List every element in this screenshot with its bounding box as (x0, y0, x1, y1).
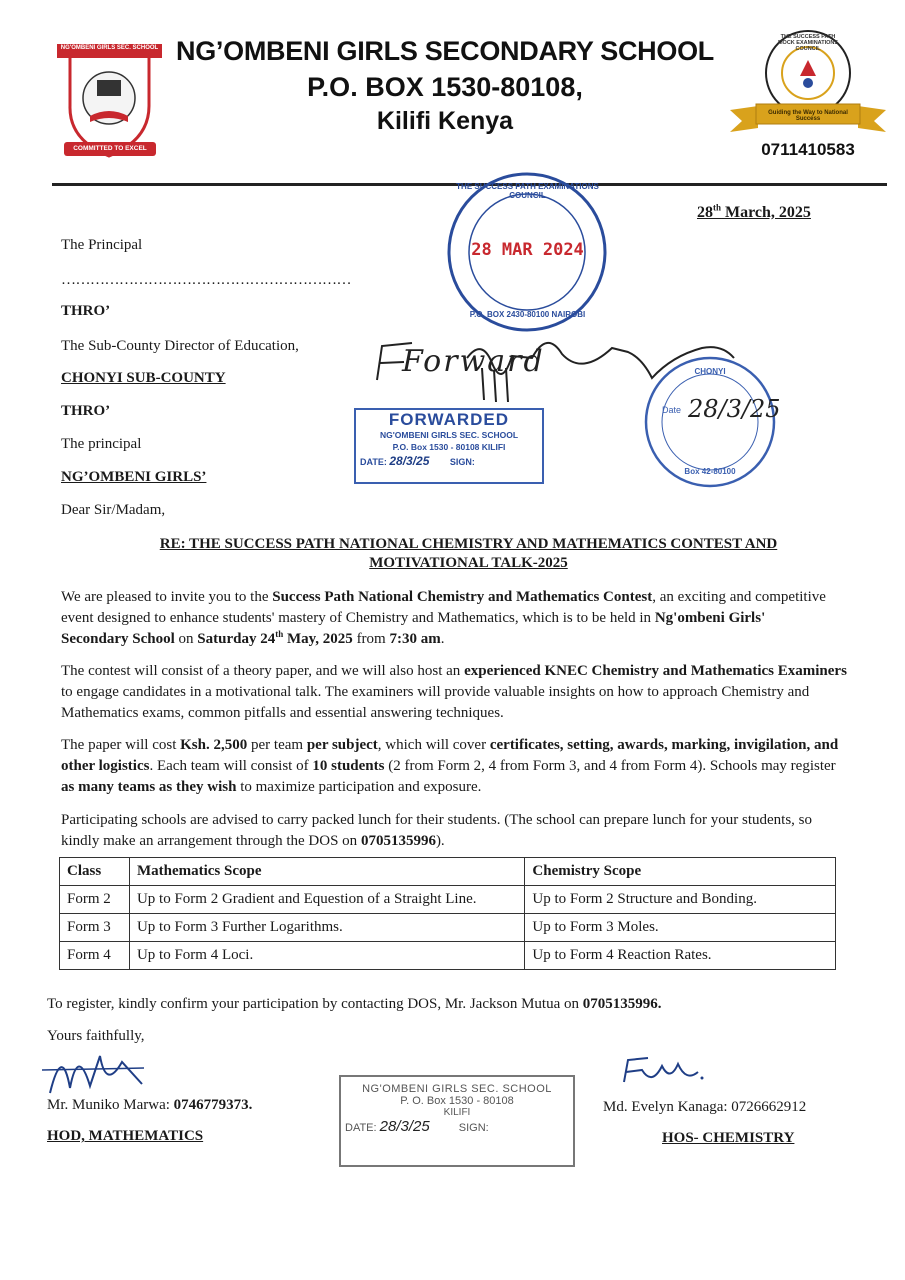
paragraph-contest (61, 661, 861, 724)
council-stamp (440, 170, 615, 340)
row-class: Form 3 (60, 914, 130, 942)
paragraph-register (47, 994, 867, 1015)
p3-team-size: 10 students (312, 758, 385, 774)
logo-motto: COMMITTED TO EXCEL (73, 145, 147, 152)
p1-date-day: Saturday 24 (197, 631, 276, 647)
council-logo-ribbon: Guiding the Way to National Success (768, 110, 848, 122)
bottom-stamp-date-label: DATE: (345, 1122, 377, 1134)
forwarded-school: NG'OMBENI GIRLS SEC. SCHOOL (379, 430, 519, 440)
school-stamp-bottom (339, 1075, 575, 1167)
register-phone: 0705135996. (582, 996, 662, 1012)
bottom-stamp-date-row (341, 1118, 573, 1135)
addr-principal-2: The principal (61, 436, 142, 452)
p1-date-rest: May, 2025 (283, 631, 353, 647)
header-math-scope: Mathematics Scope (129, 858, 524, 886)
forwarded-date-row (356, 454, 542, 468)
chonyi-stamp-date: 28/3/25 (688, 395, 781, 423)
p3-text: to maximize participation and exposure. (236, 779, 482, 795)
letter-date (697, 202, 811, 223)
bottom-stamp-date: 28/3/25 (379, 1118, 430, 1135)
paragraph-invitation (61, 587, 836, 650)
date-rest: March, 2025 (721, 204, 811, 221)
p3-per-subject: per subject (306, 737, 378, 753)
p2-text: The contest will consist of a theory paper, and we will also host an (61, 663, 465, 679)
council-stamp-date: 28 MAR 2024 (471, 240, 584, 260)
chonyi-stamp-date-label: Date (662, 405, 682, 415)
p2-text: to engage candidates in a motivational talk. The examiners will provide valuable insights on how to approach Chemistry and Mathematics exams, common pitfalls and essential answering techniques. (61, 684, 810, 721)
p3-covers: certificates, setting, awards, marking, invigilation, and other logistics (61, 737, 839, 774)
table-row (60, 886, 836, 914)
header-class: Class (60, 858, 130, 886)
p1-time: 7:30 am (389, 631, 441, 647)
row-class: Form 2 (60, 886, 130, 914)
thro-label: THRO’ (61, 303, 111, 319)
row-math: Up to Form 3 Further Logarithms. (129, 914, 524, 942)
bottom-stamp-sign-label: SIGN: (458, 1122, 489, 1134)
paragraph-lunch (61, 810, 841, 852)
bottom-stamp-box: P. O. Box 1530 - 80108 (400, 1095, 514, 1107)
p4-dos-phone: 0705135996 (360, 833, 436, 849)
p3-text: per team (247, 737, 307, 753)
p3-text: . Each team will consist of (149, 758, 313, 774)
re-heading (60, 535, 877, 573)
forward-handwriting: Forward (402, 344, 545, 379)
date-day: 28 (697, 204, 713, 221)
signature-left (40, 1038, 150, 1098)
row-class: Form 4 (60, 942, 130, 970)
p1-text: . (440, 631, 445, 647)
p3-many-teams: as many teams as they wish (61, 779, 237, 795)
p3-text: , which will cover (377, 737, 490, 753)
school-po-box: P.O. BOX 1530-80108, (307, 72, 583, 102)
p3-text: The paper will cost (61, 737, 181, 753)
p1-venue: Ng'ombeni Girls' Secondary School (61, 610, 766, 647)
addr-director: The Sub-County Director of Education, (61, 338, 299, 354)
p4-text: ). (435, 833, 445, 849)
row-math: Up to Form 2 Gradient and Equestion of a Straight Line. (129, 886, 524, 914)
council-logo (728, 28, 888, 138)
forwarded-date: 28/3/25 (389, 454, 430, 468)
p1-text: from (352, 631, 390, 647)
council-stamp-box: P.O. BOX 2430-80100 NAIROBI (469, 310, 586, 319)
p4-text: Participating schools are advised to carry packed lunch for their students. (The school can prepare lunch for your students, so kindly make an arrangement through the DOS on (61, 812, 813, 849)
header-chem-scope: Chemistry Scope (525, 858, 836, 886)
addr-chonyi: CHONYI SUB-COUNTY (61, 370, 226, 386)
p1-text: We are pleased to invite you to the (61, 589, 273, 605)
school-name: NG’OMBENI GIRLS SECONDARY SCHOOL (176, 36, 714, 66)
salutation: Dear Sir/Madam, (61, 502, 166, 518)
sig-left-phone: 0746779373. (173, 1097, 253, 1113)
row-chem: Up to Form 4 Reaction Rates. (525, 942, 836, 970)
re-heading-line-1: RE: THE SUCCESS PATH NATIONAL CHEMISTRY AND MATHEMATICS CONTEST AND (159, 536, 778, 552)
school-phone: 0711410583 (761, 140, 855, 159)
scope-table (59, 857, 836, 970)
bottom-stamp-town: KILIFI (443, 1107, 471, 1118)
register-text: To register, kindly confirm your participation by contacting DOS, Mr. Jackson Mutua on (47, 996, 583, 1012)
forwarded-stamp (354, 408, 544, 484)
date-suffix: th (713, 202, 722, 213)
table-row (60, 914, 836, 942)
chonyi-stamp-name: CHONYI (694, 367, 726, 376)
row-chem: Up to Form 2 Structure and Bonding. (525, 886, 836, 914)
forwarded-sign-label: SIGN: (449, 457, 475, 467)
logo-banner-text: NG'OMBENI GIRLS SEC. SCHOOL (60, 45, 159, 51)
addr-dots: …………………………………………………… (61, 272, 351, 288)
closing: Yours faithfully, (47, 1028, 145, 1044)
chonyi-stamp-box: Box 42-80100 (684, 467, 736, 476)
signature-right (618, 1052, 708, 1092)
chonyi-stamp (640, 355, 780, 490)
thro-label: THRO’ (61, 403, 111, 419)
forwarded-date-label: DATE: (360, 457, 387, 467)
p3-text: (2 from Form 2, 4 from Form 3, and 4 from Form 4). Schools may register (384, 758, 836, 774)
council-logo-text: THE SUCCESS PATH MOCK EXAMINATIONS COUNCIL (777, 34, 839, 52)
forwarded-box: P.O. Box 1530 - 80108 KILIFI (392, 442, 506, 452)
sig-right-name: Md. Evelyn Kanaga: 0726662912 (603, 1099, 807, 1115)
bottom-stamp-school: NG'OMBENI GIRLS SEC. SCHOOL (362, 1083, 552, 1095)
sig-left-name-text: Mr. Muniko Marwa: (47, 1097, 174, 1113)
addr-ngombeni: NG’OMBENI GIRLS’ (61, 469, 207, 485)
forwarded-title: FORWARDED (388, 410, 510, 429)
re-heading-line-2: MOTIVATIONAL TALK-2025 (369, 555, 568, 571)
school-location: Kilifi Kenya (376, 107, 514, 135)
p1-text: , an exciting and competitive event designed to enhance students' mastery of Chemistry and Mathematics, which is to be held in (61, 589, 826, 626)
p2-examiners: experienced KNEC Chemistry and Mathematics Examiners (464, 663, 847, 679)
sig-left-name (47, 1095, 252, 1116)
row-chem: Up to Form 3 Moles. (525, 914, 836, 942)
p1-contest-name: Success Path National Chemistry and Mathematics Contest (272, 589, 653, 605)
p3-price: Ksh. 2,500 (180, 737, 248, 753)
row-math: Up to Form 4 Loci. (129, 942, 524, 970)
table-row (60, 942, 836, 970)
table-header-row (60, 858, 836, 886)
paragraph-cost (61, 735, 851, 798)
council-stamp-ring: THE SUCCESS PATH EXAMINATIONS COUNCIL (456, 182, 599, 200)
school-logo (52, 38, 167, 163)
sig-right-title: HOS- CHEMISTRY (662, 1130, 795, 1146)
p1-date-sup: th (275, 629, 284, 639)
p1-date (197, 631, 353, 647)
p1-text: on (174, 631, 198, 647)
addr-principal: The Principal (61, 237, 143, 253)
sig-left-title: HOD, MATHEMATICS (47, 1128, 204, 1144)
